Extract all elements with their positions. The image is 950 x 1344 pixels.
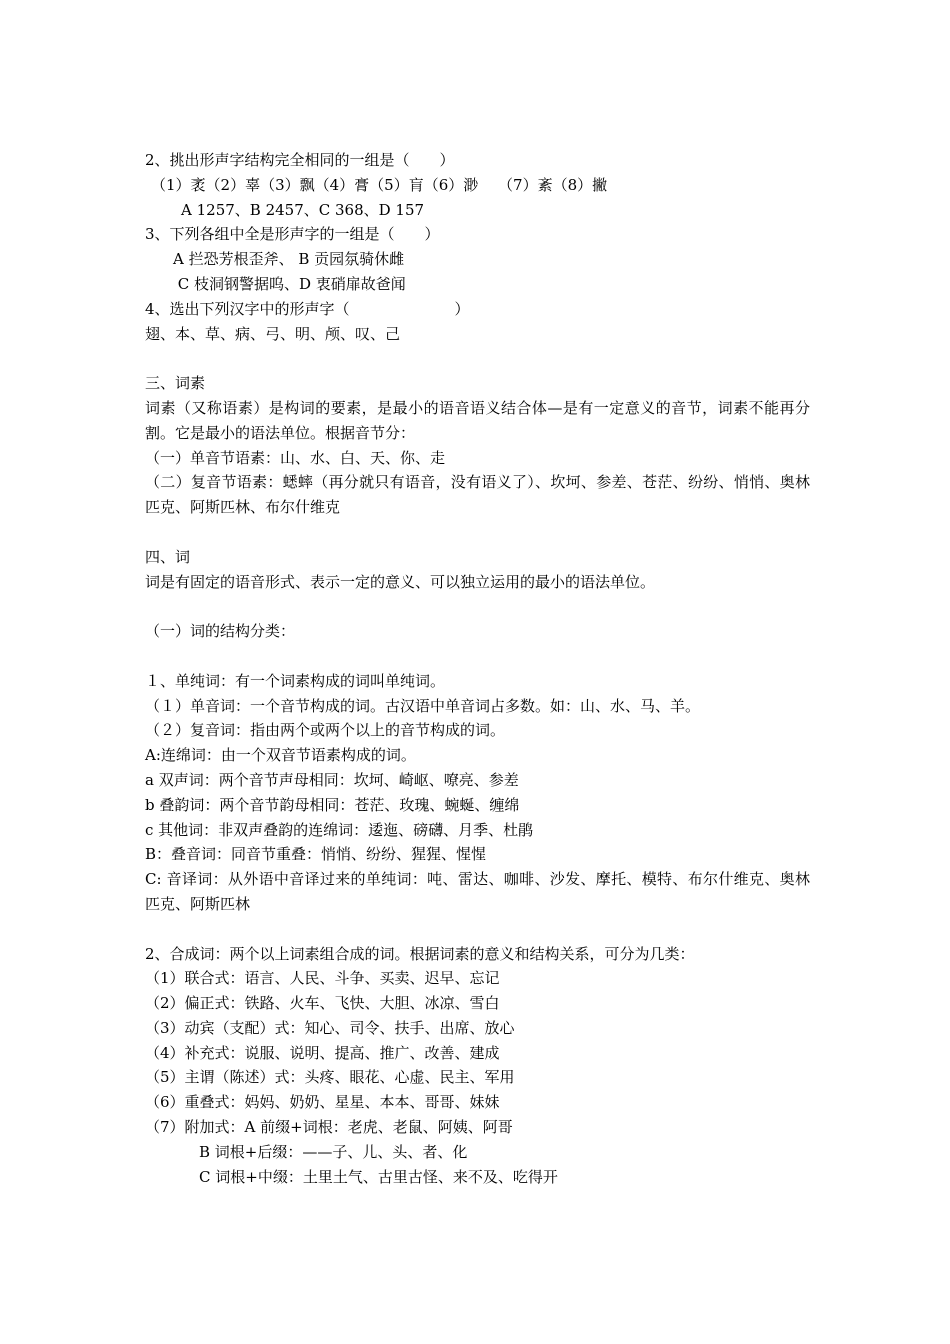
section-heading-word: 四、词	[145, 547, 191, 566]
question-2-items: （1）袤（2）辜（3）飘（4）膏（5）肓（6）渺 （7）紊（8）撇	[151, 175, 608, 194]
question-4: 4、选出下列汉字中的形声字（ ）	[145, 299, 470, 318]
verb-object-type: （3）动宾（支配）式：知心、司令、扶手、出席、放心	[145, 1018, 515, 1037]
question-3-options-cd: C 枝洞钢警据呜、D 衷硝扉故爸闻	[173, 274, 406, 293]
compound-word: 2、合成词：两个以上词素组合成的词。根据词素的意义和结构关系，可分为几类：	[145, 944, 695, 963]
spacer	[145, 520, 810, 545]
word-definition: 词是有固定的语音形式、表示一定的意义、可以独立运用的最小的语法单位。	[145, 572, 656, 591]
spacer	[145, 917, 810, 942]
monosyllabic-morpheme: （一）单音节语素：山、水、白、天、你、走	[145, 448, 446, 467]
spacer	[145, 594, 810, 619]
reduplicated-word: B：叠音词：同音节重叠：悄悄、纷纷、猩猩、惺惺	[145, 845, 487, 864]
infix-type: C 词根+中缀：土里土气、古里古怪、来不及、吃得开	[199, 1167, 558, 1186]
morpheme-definition: 词素（又称语素）是构词的要素，是最小的语音语义结合体—是有一定意义的音节，词素不能再分割。它是最小的语法单位。根据音节分：	[145, 398, 810, 442]
question-3: 3、下列各组中全是形声字的一组是（ ）	[145, 225, 440, 244]
question-3-options-ab: A 拦恐芳根歪斧、 B 贡园氛骑休雌	[173, 250, 405, 269]
other-binding-word: c 其他词：非双声叠韵的连绵词：逶迤、磅礴、月季、杜鹃	[145, 820, 534, 839]
simple-word: １、单纯词：有一个词素构成的词叫单纯词。	[145, 671, 446, 690]
rhyming-word: b 叠韵词：两个音节韵母相同：苍茫、玫瑰、蜿蜒、缠绵	[145, 795, 520, 814]
polysyllabic-word: （２）复音词：指由两个或两个以上的音节构成的词。	[145, 721, 506, 740]
binding-word: A:连绵词：由一个双音节语素构成的词。	[145, 746, 416, 765]
transliterated-word: C: 音译词：从外语中音译过来的单纯词：吨、雷达、咖啡、沙发、摩托、模特、布尔什维克、奥林匹克、阿斯匹林	[145, 870, 810, 913]
subject-predicate-type: （5）主谓（陈述）式：头疼、眼花、心虚、民主、军用	[145, 1068, 515, 1087]
modifier-type: （2）偏正式：铁路、火车、飞快、大胆、冰凉、雪白	[145, 994, 500, 1013]
suffix-type: B 词根+后缀：——子、儿、头、者、化	[199, 1142, 468, 1161]
document-page	[145, 148, 810, 1189]
spacer	[145, 346, 810, 371]
polysyllabic-morpheme: （二）复音节语素：蟋蟀（再分就只有语音，没有语义了）、坎坷、参差、苍茫、纷纷、悄悄、奥林匹克、阿斯匹林、布尔什维克	[145, 473, 810, 517]
affixation-type: （7）附加式：A 前缀+词根：老虎、老鼠、阿姨、阿哥	[145, 1118, 513, 1137]
spacer	[145, 644, 810, 669]
alliterative-word: a 双声词：两个音节声母相同：坎坷、崎岖、嘹亮、参差	[145, 770, 519, 789]
section-heading-morpheme: 三、词素	[145, 374, 206, 393]
coordinate-type: （1）联合式：语言、人民、斗争、买卖、迟早、忘记	[145, 969, 500, 988]
reduplication-type: （6）重叠式：妈妈、奶奶、星星、本本、哥哥、妹妹	[145, 1093, 500, 1112]
question-2: 2、挑出形声字结构完全相同的一组是（ ）	[145, 151, 455, 169]
complement-type: （4）补充式：说服、说明、提高、推广、改善、建成	[145, 1043, 500, 1062]
question-4-characters: 翅、本、草、病、弓、明、颅、叹、己	[145, 324, 401, 343]
monosyllabic-word: （１）单音词：一个音节构成的词。古汉语中单音词占多数。如：山、水、马、羊。	[145, 696, 701, 715]
question-2-options: A 1257、B 2457、C 368、D 157	[181, 200, 425, 219]
word-structure-heading: （一）词的结构分类：	[145, 622, 296, 641]
